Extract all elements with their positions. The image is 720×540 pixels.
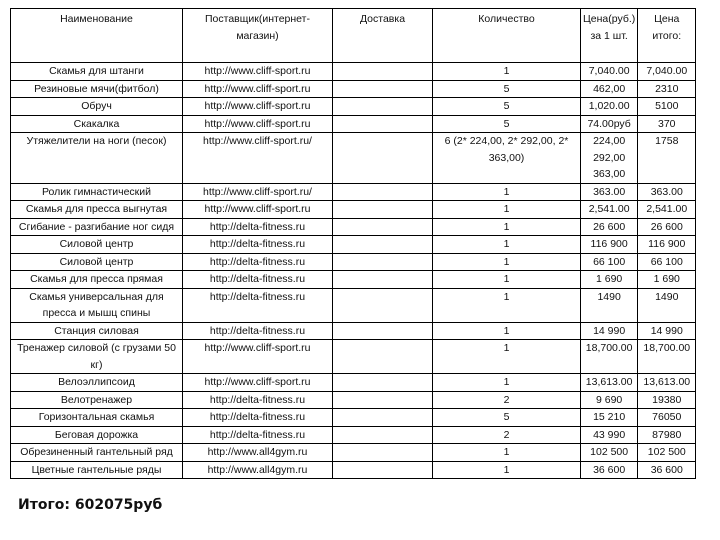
cell-quantity: 5: [433, 80, 581, 98]
cell-supplier: http://delta-fitness.ru: [183, 253, 333, 271]
cell-name: Цветные гантельные ряды: [11, 461, 183, 479]
cell-delivery: [333, 322, 433, 340]
cell-supplier: http://www.all4gym.ru: [183, 444, 333, 462]
cell-total: 1 690: [638, 271, 696, 289]
table-row: [11, 183, 696, 201]
cell-delivery: [333, 271, 433, 289]
cell-unit-price: 15 210: [581, 409, 638, 427]
cell-total: 66 100: [638, 253, 696, 271]
cell-delivery: [333, 115, 433, 133]
cell-delivery: [333, 236, 433, 254]
cell-delivery: [333, 133, 433, 184]
table-row: [11, 322, 696, 340]
cell-name: Беговая дорожка: [11, 426, 183, 444]
cell-unit-price: 462,00: [581, 80, 638, 98]
cell-total: 7,040.00: [638, 63, 696, 81]
cell-delivery: [333, 288, 433, 322]
cell-quantity: 1: [433, 201, 581, 219]
cell-total: 102 500: [638, 444, 696, 462]
cell-total: 87980: [638, 426, 696, 444]
cell-name: Силовой центр: [11, 236, 183, 254]
cell-supplier: http://delta-fitness.ru: [183, 426, 333, 444]
cell-supplier: http://delta-fitness.ru: [183, 236, 333, 254]
cell-total: 18,700.00: [638, 340, 696, 374]
cell-total: 1758: [638, 133, 696, 184]
cell-name: Станция силовая: [11, 322, 183, 340]
header-unit-price: Цена(руб.) за 1 шт.: [581, 9, 638, 63]
cell-quantity: 5: [433, 409, 581, 427]
cell-name: Горизонтальная скамья: [11, 409, 183, 427]
table-row: [11, 80, 696, 98]
cell-total: 2310: [638, 80, 696, 98]
cell-quantity: 1: [433, 183, 581, 201]
cell-total: 26 600: [638, 218, 696, 236]
table-row: [11, 391, 696, 409]
cell-delivery: [333, 63, 433, 81]
cell-supplier: http://www.all4gym.ru: [183, 461, 333, 479]
cell-total: 116 900: [638, 236, 696, 254]
header-name: Наименование: [11, 9, 183, 63]
cell-delivery: [333, 98, 433, 116]
cell-name: Скамья для штанги: [11, 63, 183, 81]
cell-quantity: 1: [433, 236, 581, 254]
cell-name: Силовой центр: [11, 253, 183, 271]
table-row: [11, 409, 696, 427]
cell-name: Обрезиненный гантельный ряд: [11, 444, 183, 462]
header-delivery: Доставка: [333, 9, 433, 63]
cell-name: Скамья для пресса выгнутая: [11, 201, 183, 219]
header-supplier: Поставщик(интернет-магазин): [183, 9, 333, 63]
header-row: [11, 9, 696, 63]
cell-supplier: http://www.cliff-sport.ru: [183, 201, 333, 219]
cell-quantity: 1: [433, 374, 581, 392]
cell-delivery: [333, 391, 433, 409]
cell-name: Велоэллипсоид: [11, 374, 183, 392]
cell-name: Тренажер силовой (с грузами 50 кг): [11, 340, 183, 374]
table-row: [11, 444, 696, 462]
cell-unit-price: 26 600: [581, 218, 638, 236]
cell-supplier: http://www.cliff-sport.ru: [183, 63, 333, 81]
header-quantity: Количество: [433, 9, 581, 63]
cell-delivery: [333, 409, 433, 427]
cell-supplier: http://delta-fitness.ru: [183, 218, 333, 236]
cell-delivery: [333, 444, 433, 462]
cell-quantity: 1: [433, 322, 581, 340]
cell-unit-price: 18,700.00: [581, 340, 638, 374]
cell-unit-price: 1 690: [581, 271, 638, 289]
table-row: [11, 201, 696, 219]
cell-unit-price: 66 100: [581, 253, 638, 271]
cell-total: 36 600: [638, 461, 696, 479]
cell-quantity: 2: [433, 426, 581, 444]
cell-name: Скамья для пресса прямая: [11, 271, 183, 289]
cell-quantity: 1: [433, 444, 581, 462]
cell-unit-price: 363.00: [581, 183, 638, 201]
cell-name: Обруч: [11, 98, 183, 116]
cell-total: 76050: [638, 409, 696, 427]
table-row: [11, 461, 696, 479]
cell-supplier: http://www.cliff-sport.ru: [183, 374, 333, 392]
cell-unit-price: 9 690: [581, 391, 638, 409]
cell-unit-price: 102 500: [581, 444, 638, 462]
price-table: [10, 8, 696, 479]
cell-delivery: [333, 340, 433, 374]
cell-delivery: [333, 218, 433, 236]
table-row: [11, 271, 696, 289]
cell-supplier: http://www.cliff-sport.ru/: [183, 133, 333, 184]
cell-unit-price: 224,00 292,00 363,00: [581, 133, 638, 184]
cell-unit-price: 7,040.00: [581, 63, 638, 81]
cell-unit-price: 1490: [581, 288, 638, 322]
cell-supplier: http://www.cliff-sport.ru: [183, 80, 333, 98]
cell-delivery: [333, 374, 433, 392]
cell-quantity: 1: [433, 218, 581, 236]
cell-delivery: [333, 253, 433, 271]
cell-quantity: 1: [433, 340, 581, 374]
cell-name: Резиновые мячи(фитбол): [11, 80, 183, 98]
cell-supplier: http://delta-fitness.ru: [183, 409, 333, 427]
cell-total: 5100: [638, 98, 696, 116]
cell-unit-price: 116 900: [581, 236, 638, 254]
table-body: [11, 63, 696, 479]
cell-quantity: 1: [433, 271, 581, 289]
cell-unit-price: 43 990: [581, 426, 638, 444]
cell-quantity: 1: [433, 253, 581, 271]
table-row: [11, 133, 696, 184]
cell-supplier: http://www.cliff-sport.ru/: [183, 183, 333, 201]
table-row: [11, 115, 696, 133]
table-row: [11, 288, 696, 322]
cell-unit-price: 74.00руб: [581, 115, 638, 133]
grand-total: Итого: 602075руб: [18, 497, 163, 513]
cell-supplier: http://www.cliff-sport.ru: [183, 98, 333, 116]
cell-quantity: 1: [433, 288, 581, 322]
cell-delivery: [333, 183, 433, 201]
cell-total: 370: [638, 115, 696, 133]
table-row: [11, 253, 696, 271]
table-row: [11, 218, 696, 236]
cell-name: Скамья универсальная для пресса и мышц спины: [11, 288, 183, 322]
table-row: [11, 340, 696, 374]
cell-unit-price: 1,020.00: [581, 98, 638, 116]
cell-name: Утяжелители на ноги (песок): [11, 133, 183, 184]
cell-quantity: 6 (2* 224,00, 2* 292,00, 2* 363,00): [433, 133, 581, 184]
table-row: [11, 63, 696, 81]
cell-total: 1490: [638, 288, 696, 322]
cell-total: 14 990: [638, 322, 696, 340]
header-total-price: Цена итого:: [638, 9, 696, 63]
cell-name: Скакалка: [11, 115, 183, 133]
cell-name: Сгибание - разгибание ног сидя: [11, 218, 183, 236]
cell-total: 363.00: [638, 183, 696, 201]
cell-delivery: [333, 80, 433, 98]
cell-quantity: 1: [433, 63, 581, 81]
cell-delivery: [333, 201, 433, 219]
cell-unit-price: 14 990: [581, 322, 638, 340]
cell-quantity: 1: [433, 461, 581, 479]
cell-name: Ролик гимнастический: [11, 183, 183, 201]
cell-delivery: [333, 461, 433, 479]
cell-quantity: 5: [433, 115, 581, 133]
cell-supplier: http://delta-fitness.ru: [183, 391, 333, 409]
cell-delivery: [333, 426, 433, 444]
cell-name: Велотренажер: [11, 391, 183, 409]
cell-unit-price: 2,541.00: [581, 201, 638, 219]
cell-total: 19380: [638, 391, 696, 409]
table-row: [11, 98, 696, 116]
cell-supplier: http://delta-fitness.ru: [183, 271, 333, 289]
cell-quantity: 5: [433, 98, 581, 116]
cell-quantity: 2: [433, 391, 581, 409]
table-row: [11, 426, 696, 444]
cell-total: 2,541.00: [638, 201, 696, 219]
cell-unit-price: 13,613.00: [581, 374, 638, 392]
table-row: [11, 236, 696, 254]
cell-supplier: http://delta-fitness.ru: [183, 322, 333, 340]
cell-total: 13,613.00: [638, 374, 696, 392]
cell-supplier: http://www.cliff-sport.ru: [183, 340, 333, 374]
cell-supplier: http://www.cliff-sport.ru: [183, 115, 333, 133]
cell-unit-price: 36 600: [581, 461, 638, 479]
cell-supplier: http://delta-fitness.ru: [183, 288, 333, 322]
table-row: [11, 374, 696, 392]
